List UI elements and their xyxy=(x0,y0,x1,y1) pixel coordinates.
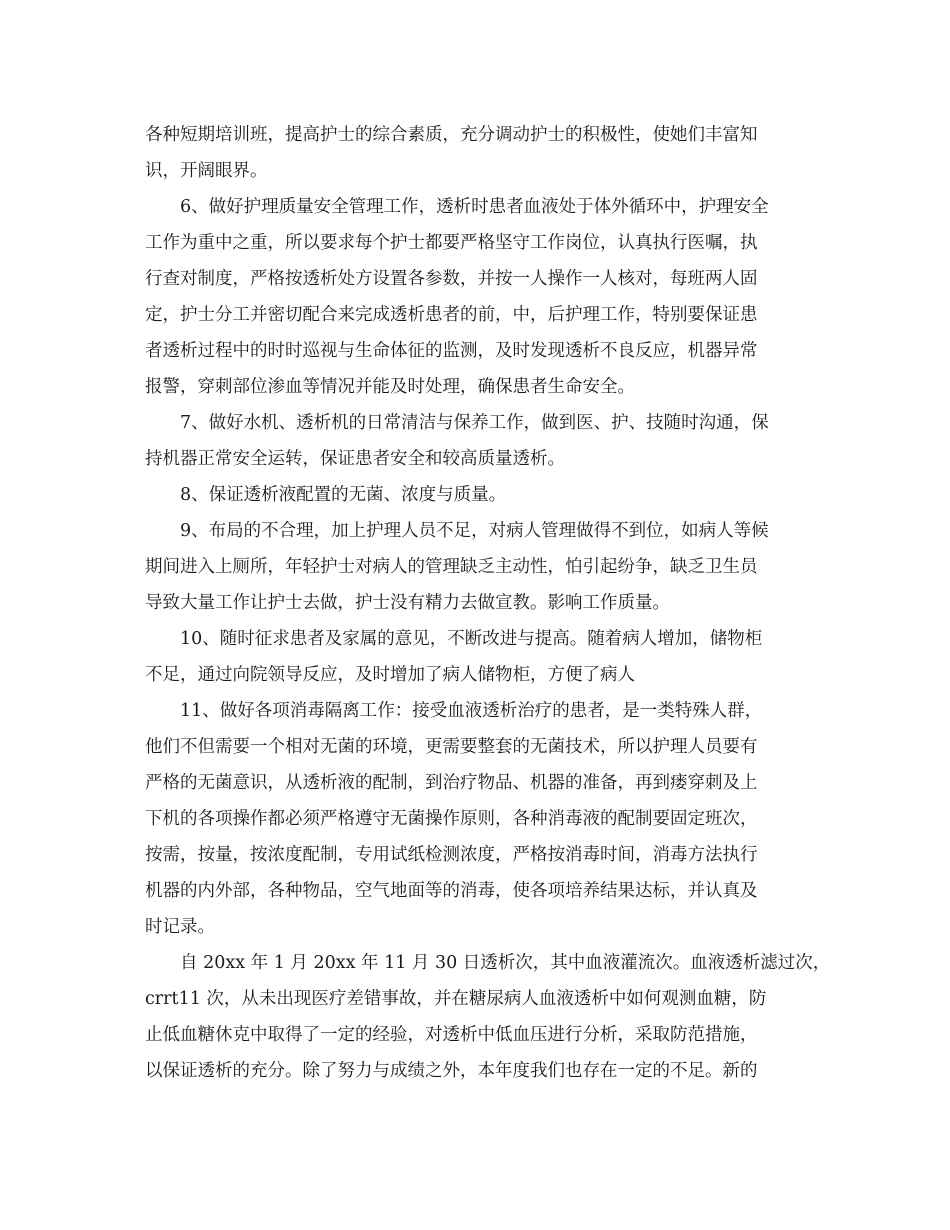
text-line: crrt11 次，从未出现医疗差错事故，并在糖尿病人血液透析中如何观测血糖，防 xyxy=(145,989,767,1009)
text-line: 期间进入上厕所，年轻护士对病人的管理缺乏主动性，怕引起纷争，缺乏卫生员 xyxy=(145,557,758,577)
text-line: 下机的各项操作都必须严格遵守无菌操作原则，各种消毒液的配制要固定班次， xyxy=(145,809,758,829)
summary-paragraph-start: 自 20xx 年 1 月 20xx 年 11 月 30 日透析次，其中血液灌流次。血液透析滤过次， xyxy=(180,953,831,973)
text-line: 持机器正常安全运转，保证患者安全和较高质量透析。 xyxy=(145,449,565,469)
paragraph-6-start: 6、做好护理质量安全管理工作，透析时患者血液处于体外循环中，护理安全 xyxy=(180,197,769,217)
text-line: 定，护士分工并密切配合来完成透析患者的前，中，后护理工作，特别要保证患 xyxy=(145,305,758,325)
paragraph-7-start: 7、做好水机、透析机的日常清洁与保养工作，做到医、护、技随时沟通，保 xyxy=(180,413,769,433)
paragraph-10-start: 10、随时征求患者及家属的意见，不断改进与提高。随着病人增加，储物柜 xyxy=(180,629,763,649)
text-line: 机器的内外部，各种物品，空气地面等的消毒，使各项培养结果达标，并认真及 xyxy=(145,881,758,901)
text-line: 按需，按量，按浓度配制，专用试纸检测浓度，严格按消毒时间，消毒方法执行 xyxy=(145,845,758,865)
text-line: 行查对制度，严格按透析处方设置各参数，并按一人操作一人核对，每班两人固 xyxy=(145,269,758,289)
text-line: 时记录。 xyxy=(145,917,215,937)
text-line: 识，开阔眼界。 xyxy=(145,161,268,181)
text-line: 工作为重中之重，所以要求每个护士都要严格坚守工作岗位，认真执行医嘱，执 xyxy=(145,233,758,253)
text-line: 以保证透析的充分。除了努力与成绩之外，本年度我们也存在一定的不足。新的 xyxy=(145,1061,758,1081)
text-line: 不足，通过向院领导反应，及时增加了病人储物柜，方便了病人 xyxy=(145,665,635,685)
text-line: 各种短期培训班，提高护士的综合素质，充分调动护士的积极性，使她们丰富知 xyxy=(145,125,758,145)
text-line: 止低血糖休克中取得了一定的经验，对透析中低血压进行分析，采取防范措施， xyxy=(145,1025,758,1045)
text-line: 报警，穿刺部位渗血等情况并能及时处理，确保患者生命安全。 xyxy=(145,377,635,397)
text-line: 他们不但需要一个相对无菌的环境，更需要整套的无菌技术，所以护理人员要有 xyxy=(145,737,758,757)
paragraph-11-start: 11、做好各项消毒隔离工作：接受血液透析治疗的患者，是一类特殊人群， xyxy=(180,701,763,721)
paragraph-8: 8、保证透析液配置的无菌、浓度与质量。 xyxy=(180,485,507,505)
text-line: 严格的无菌意识，从透析液的配制，到治疗物品、机器的准备，再到瘘穿刺及上 xyxy=(145,773,758,793)
text-line: 导致大量工作让护士去做，护士没有精力去做宣教。影响工作质量。 xyxy=(145,593,670,613)
paragraph-9-start: 9、布局的不合理，加上护理人员不足，对病人管理做得不到位，如病人等候 xyxy=(180,521,769,541)
text-line: 者透析过程中的时时巡视与生命体征的监测，及时发现透析不良反应，机器异常 xyxy=(145,341,758,361)
